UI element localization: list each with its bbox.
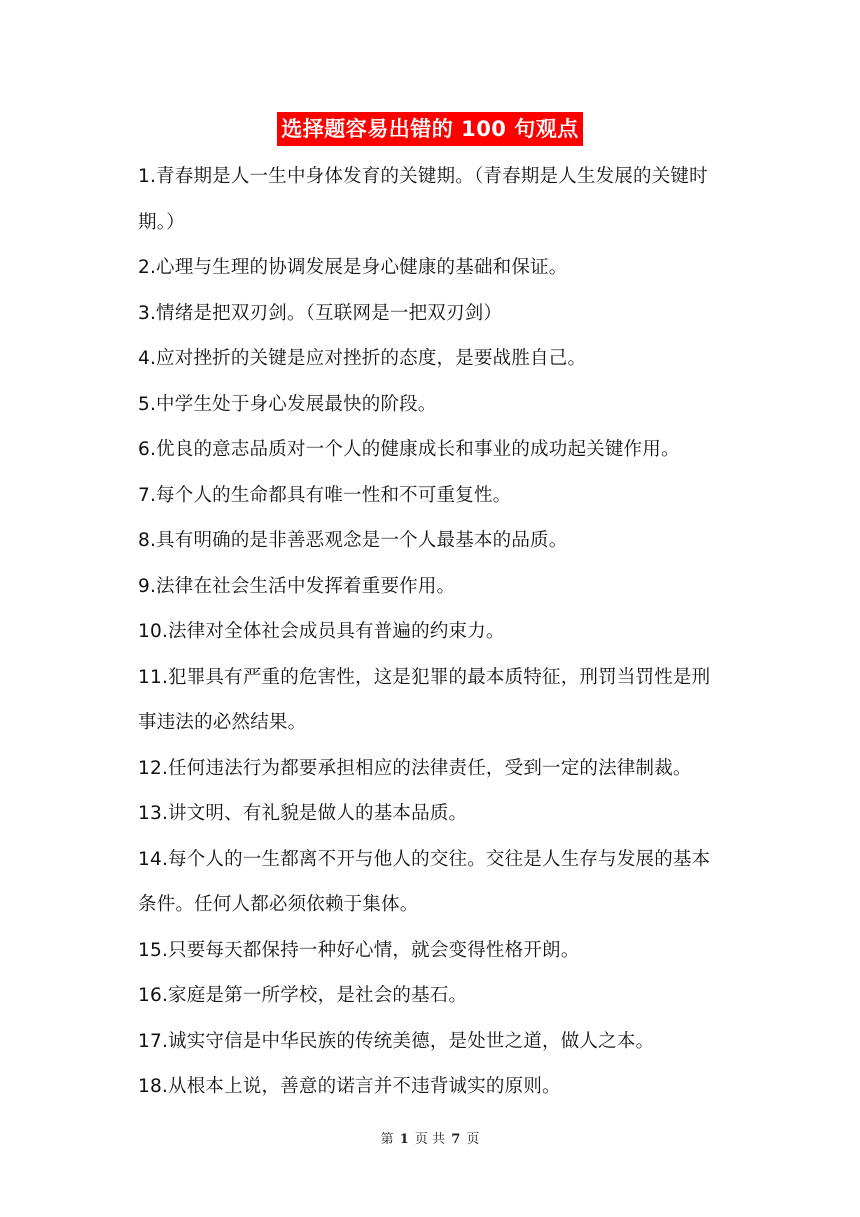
page-footer [0,1128,860,1147]
title-area [0,112,860,146]
document-title: 选择题容易出错的 100 句观点 [277,112,582,146]
footer-prefix: 第 [380,1132,394,1147]
list-item: 5.中学生处于身心发展最快的阶段。 [138,393,437,415]
footer-middle: 页 共 [414,1132,446,1147]
list-item: 6.优良的意志品质对一个人的健康成长和事业的成功起关键作用。 [138,439,680,460]
list-item: 9.法律在社会生活中发挥着重要作用。 [138,575,456,597]
list-item: 8.具有明确的是非善恶观念是一个人最基本的品质。 [138,530,568,551]
list-item: 7.每个人的生命都具有唯一性和不可重复性。 [138,484,512,506]
footer-suffix: 页 [466,1132,480,1147]
list-item: 11.犯罪具有严重的危害性，这是犯罪的最本质特征，刑罚当罚性是刑事违法的必然结果。 [138,666,711,733]
list-item: 12.任何违法行为都要承担相应的法律责任，受到一定的法律制裁。 [138,757,692,779]
list-item: 17.诚实守信是中华民族的传统美德，是处世之道，做人之本。 [138,1030,655,1052]
total-page-count: 7 [451,1132,461,1147]
list-item: 3.情绪是把双刃剑。（互联网是一把双刃剑） [138,302,503,324]
list-item: 14.每个人的一生都离不开与他人的交往。交往是人生存与发展的基本条件。任何人都必须依赖于集体。 [138,848,711,915]
item-list [138,154,728,1110]
current-page-number: 1 [399,1132,409,1147]
list-item: 2.心理与生理的协调发展是身心健康的基础和保证。 [138,257,568,278]
list-item: 18.从根本上说，善意的诺言并不违背诚实的原则。 [138,1076,561,1097]
list-item: 10.法律对全体社会成员具有普遍的约束力。 [138,621,505,642]
list-item: 1.青春期是人一生中身体发育的关键期。（青春期是人生发展的关键时期。） [138,166,708,233]
list-item: 15.只要每天都保持一种好心情，就会变得性格开朗。 [138,939,580,961]
list-item: 16.家庭是第一所学校，是社会的基石。 [138,985,468,1006]
list-item: 13.讲文明、有礼貌是做人的基本品质。 [138,803,468,824]
list-item: 4.应对挫折的关键是应对挫折的态度，是要战胜自己。 [138,348,587,369]
